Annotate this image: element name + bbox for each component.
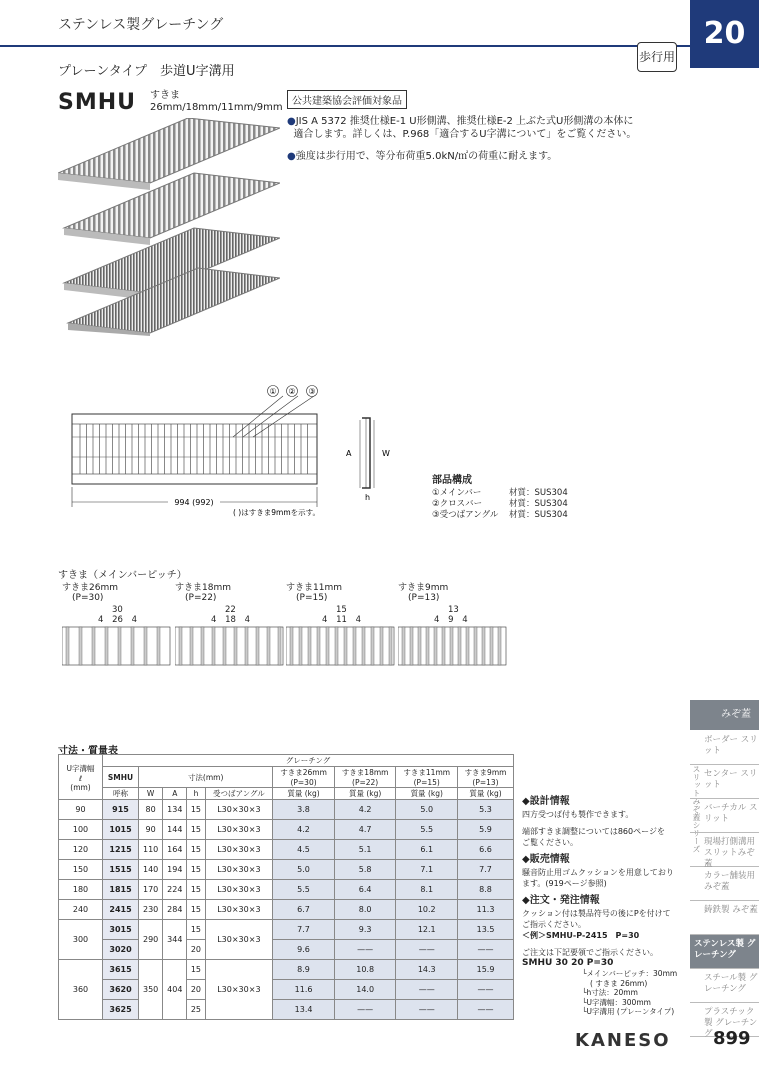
header-title: ステンレス製グレーチング	[58, 17, 224, 33]
sidebar-item[interactable]: センター スリット	[690, 765, 759, 799]
parts-list: 部品構成 ①メインバー 材質：SUS304 ②クロスバー 材質：SUS304 ③受つばアングル 材質：SUS304	[432, 475, 568, 520]
sidebar-item[interactable]: ボーダー スリット	[690, 731, 759, 765]
table-row: 3625 25 13.4 —— —— ——	[59, 1000, 514, 1020]
table-row: 150 1515 140 194 15 L30×30×3 5.0 5.8 7.1 7.7	[59, 860, 514, 880]
callout-1: ①	[269, 387, 277, 396]
pitch-diagram: すきま18mm (P=22) 22 4 18 4	[175, 580, 285, 671]
sidebar-head[interactable]: みぞ蓋	[690, 700, 759, 730]
table-row: 120 1215 110 164 15 L30×30×3 4.5 5.1 6.1 6.6	[59, 840, 514, 860]
certification-badge: 公共建築協会評価対象品	[287, 90, 407, 109]
product-photo	[58, 118, 280, 336]
table-row: 300 3015 290 344 15 L30×30×3 7.7 9.3 12.1 13.5	[59, 920, 514, 940]
sidebar-item[interactable]: バーチカル スリット	[690, 799, 759, 833]
page-number: 899	[713, 1028, 751, 1049]
usage-tag: 歩行用	[637, 42, 677, 72]
sidebar-nav	[690, 731, 759, 1037]
table-row: 3020 20 9.6 —— —— ——	[59, 940, 514, 960]
sidebar-vertical-label: スリットみぞ蓋シリーズ	[692, 765, 701, 853]
table-row: 360 3615 350 404 15 L30×30×3 8.9 10.8 14.3 15.9	[59, 960, 514, 980]
dimension-table: U字溝幅 ℓ (mm) グレーチング SMHU 寸法(mm) すきま26mm (P=30) すきま18mm (P=22) すきま11mm (P=15) すきま9mm (P=13) 呼称 W A h 受つばアングル 質量 (kg) 質量 (kg) 質量 (kg) 質量 (kg) 90 915 80 134 15 L30×30×3 3.8 4.2 5.0 5.3 100 1015 90 144 15 L30×30×3 4.2 4.7 5.5 5.9 120 1215 110 164 15 L30×30×3 4.5 5.1 6.1 6.6 150 1515 140 194 15 L30×30×3 5.0 5.8 7.1 7.7 180 1815 170 224 15 L30×30×3 5.5 6.4 8.1 8.8 240 2415 230 284 15 L30×30×3 6.7 8.0 10.2 11.3 300 3015 290 344 15 L30×30×3 7.7 9.3 12.1 13.5 3020 20 9.6 —— —— —— 360 3615 350 404 15 L30×30×3 8.9 10.8 14.3 15.9 3620 20 11.6 14.0 —— —— 3625 25 13.4 —— —— ——	[58, 754, 514, 1020]
pitch-diagram: すきま26mm (P=30) 30 4 26 4	[62, 580, 172, 671]
plan-drawing	[58, 382, 328, 517]
pitch-diagram: すきま11mm (P=15) 15 4 11 4	[286, 580, 396, 671]
dim-a: A	[346, 449, 352, 458]
sidebar-item[interactable]: 鋳鉄製 みぞ蓋	[690, 901, 759, 935]
callout-3: ③	[308, 387, 316, 396]
table-title: 寸法・質量表	[58, 746, 118, 757]
header-rule	[0, 45, 690, 47]
section-number: 20	[690, 0, 759, 68]
table-row: 180 1815 170 224 15 L30×30×3 5.5 6.4 8.1 8.8	[59, 880, 514, 900]
dim-w: W	[382, 449, 390, 458]
sidebar-item[interactable]: プラスチック製 グレーチング	[690, 1003, 759, 1037]
table-row: 3620 20 11.6 14.0 —— ——	[59, 980, 514, 1000]
sidebar-item[interactable]: ステンレス製 グレーチング	[690, 935, 759, 969]
pitch-diagram: すきま9mm (P=13) 13 4 9 4	[398, 580, 508, 671]
sidebar-item[interactable]: スチール製 グレーチング	[690, 969, 759, 1003]
sidebar-item[interactable]: カラー舗装用 みぞ蓋	[690, 867, 759, 901]
brand-logo: KANESO	[575, 1030, 671, 1051]
pitch-title: すきま（メインバーピッチ）	[58, 570, 187, 581]
table-row: 90 915 80 134 15 L30×30×3 3.8 4.2 5.0 5.3	[59, 800, 514, 820]
model-code: SMHU	[58, 90, 137, 115]
table-row: 100 1015 90 144 15 L30×30×3 4.2 4.7 5.5 5.9	[59, 820, 514, 840]
callout-2: ②	[288, 387, 296, 396]
feature-bullets: ●JIS A 5372 推奨仕様E-1 U形側溝、推奨仕様E-2 上ぶた式U形側溝の本体に 適合します。詳しくは、P.968「適合するU字溝について」をご覧ください。 ●強度は歩行用で、等分布荷重5.0kN/㎡の荷重に耐えます。	[287, 116, 637, 162]
subtitle: プレーンタイプ 歩道U字溝用	[58, 64, 235, 79]
table-row: 240 2415 230 284 15 L30×30×3 6.7 8.0 10.2 11.3	[59, 900, 514, 920]
section-drawing	[340, 410, 400, 510]
gap-label: すきま 26mm/18mm/11mm/9mm	[150, 90, 283, 113]
dim-h: h	[365, 493, 371, 502]
sidebar-item[interactable]: 現場打側溝用 スリットみぞ蓋	[690, 833, 759, 867]
drawing-note: ( )はすきま9mmを示す。	[233, 508, 321, 517]
info-panel: ◆設計情報 四方受つば付も製作できます。 端部すきま調整については860ページを ご覧ください。 ◆販売情報 騒音防止用ゴムクッションを用意しており ます。(919ページ参照) ◆注文・発注情報 クッション付は製品符号の後にPを付けて ご指示ください。 ＜例＞SMHU-P-2415 P=30 ご注文は下記要領でご指示ください。 SMHU 30 20 P=30 └メインバーピッチ：30mm ( すきま 26mm) └h寸法：20mm └U字溝幅：300mm └U字溝用 (プレーンタイプ)	[522, 796, 678, 1016]
length-dim: 994 (992)	[174, 498, 214, 507]
